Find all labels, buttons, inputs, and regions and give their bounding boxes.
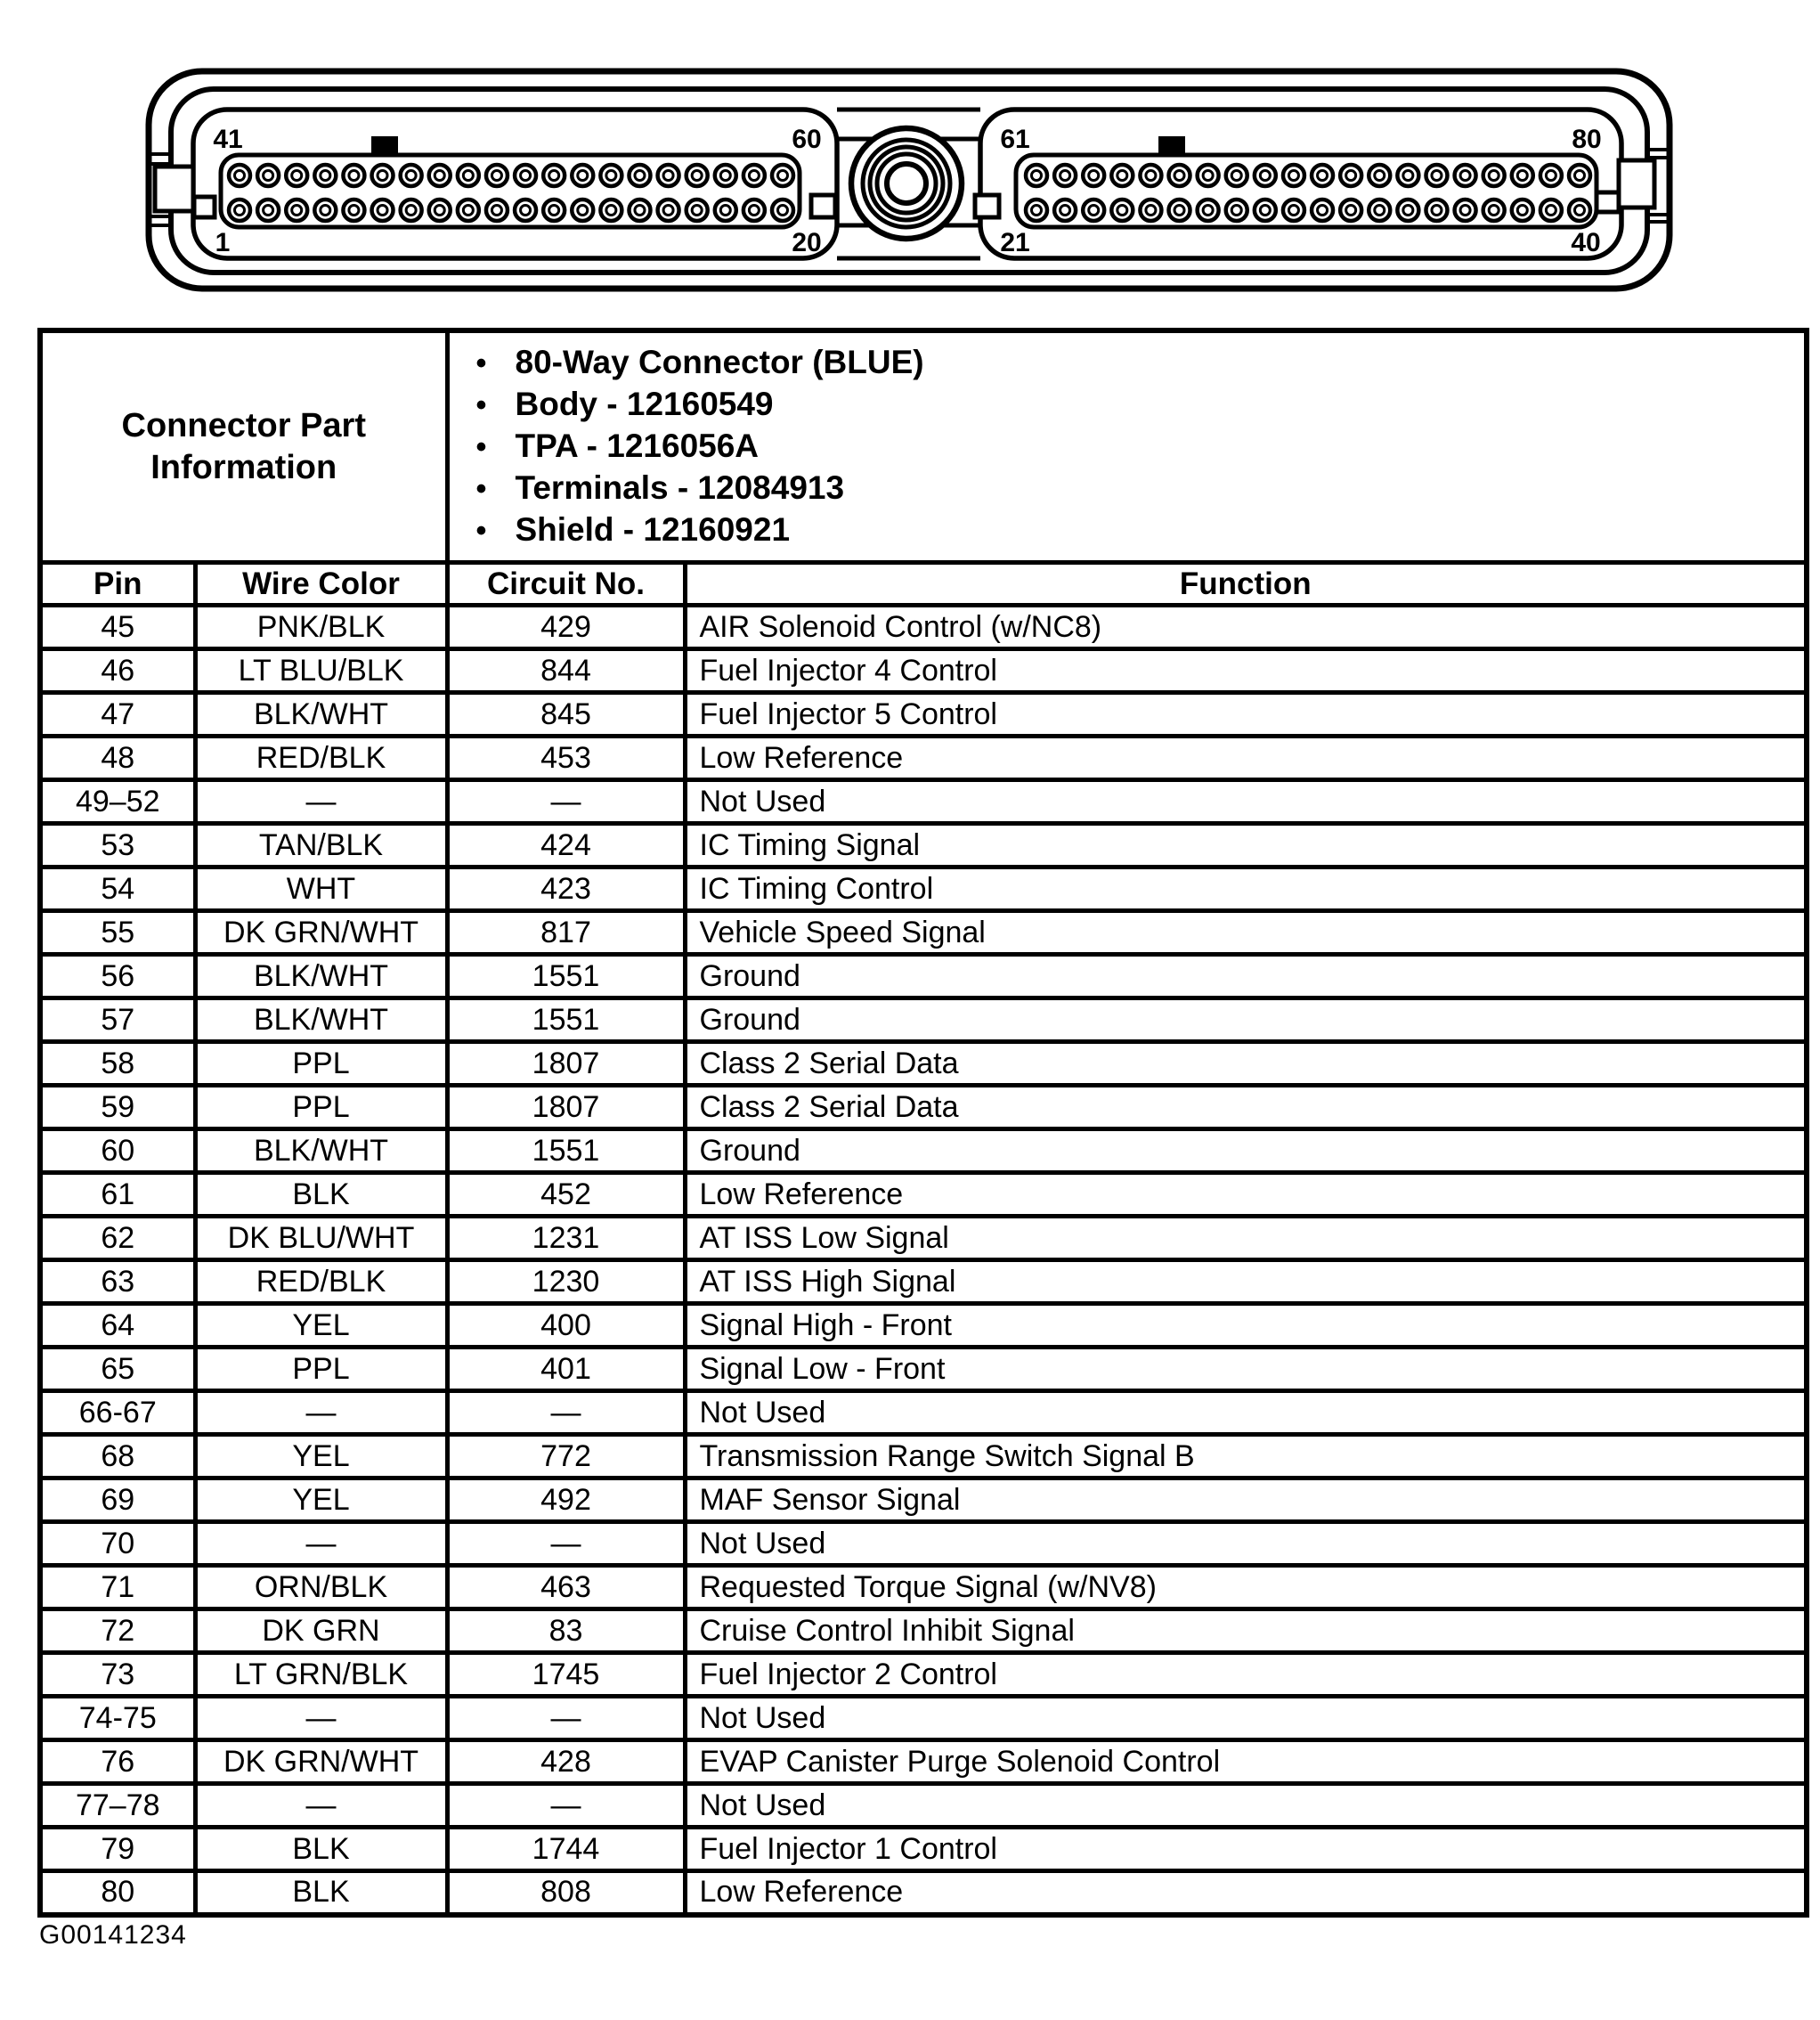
column-header-pin: Pin bbox=[40, 563, 195, 606]
function-cell: Ground bbox=[685, 1129, 1807, 1173]
pin-label-1: 1 bbox=[215, 228, 231, 257]
function-cell: Vehicle Speed Signal bbox=[685, 911, 1807, 955]
function-cell: Not Used bbox=[685, 780, 1807, 824]
pin-cell: 73 bbox=[40, 1653, 195, 1697]
left-pod-notch bbox=[194, 197, 215, 217]
pin-cell: 62 bbox=[40, 1217, 195, 1260]
right-key-tab-icon bbox=[1158, 136, 1185, 156]
table-row bbox=[40, 1217, 1807, 1260]
function-cell: Low Reference bbox=[685, 737, 1807, 780]
circuit-no-cell: — bbox=[447, 1391, 685, 1435]
pin-cell: 64 bbox=[40, 1304, 195, 1348]
table-row bbox=[40, 1086, 1807, 1129]
pin-cell: 74-75 bbox=[40, 1697, 195, 1740]
bullet-text: Shield - 12160921 bbox=[515, 511, 791, 548]
table-row bbox=[40, 1042, 1807, 1086]
wire-color-cell: — bbox=[195, 1522, 447, 1566]
pin-cell: 56 bbox=[40, 955, 195, 998]
pin-label-61: 61 bbox=[1000, 125, 1030, 154]
function-cell: Fuel Injector 2 Control bbox=[685, 1653, 1807, 1697]
wire-color-cell: — bbox=[195, 1697, 447, 1740]
pinout-body bbox=[40, 606, 1807, 1915]
pin-cell: 66-67 bbox=[40, 1391, 195, 1435]
function-cell: Ground bbox=[685, 955, 1807, 998]
pin-cell: 79 bbox=[40, 1828, 195, 1871]
circuit-no-cell: — bbox=[447, 1784, 685, 1828]
function-cell: IC Timing Control bbox=[685, 867, 1807, 911]
table-row bbox=[40, 1304, 1807, 1348]
figure-code: G00141234 bbox=[39, 1920, 187, 1950]
circuit-no-cell: 453 bbox=[447, 737, 685, 780]
circuit-no-cell: 808 bbox=[447, 1871, 685, 1915]
part-info-bullet bbox=[476, 384, 1796, 426]
wire-color-cell: — bbox=[195, 1391, 447, 1435]
circuit-no-cell: 424 bbox=[447, 824, 685, 867]
circuit-no-cell: 401 bbox=[447, 1348, 685, 1391]
function-cell: Low Reference bbox=[685, 1871, 1807, 1915]
circuit-no-cell: 400 bbox=[447, 1304, 685, 1348]
pin-cell: 68 bbox=[40, 1435, 195, 1478]
part-info-details-cell bbox=[447, 330, 1807, 563]
bullet-icon: • bbox=[475, 472, 487, 506]
pin-cell: 53 bbox=[40, 824, 195, 867]
function-cell: Not Used bbox=[685, 1522, 1807, 1566]
part-info-row bbox=[40, 330, 1807, 563]
wire-color-cell: DK GRN/WHT bbox=[195, 1740, 447, 1784]
circuit-no-cell: 492 bbox=[447, 1478, 685, 1522]
function-cell: Class 2 Serial Data bbox=[685, 1086, 1807, 1129]
pin-cell: 80 bbox=[40, 1871, 195, 1915]
column-header-function: Function bbox=[685, 563, 1807, 606]
pin-label-21: 21 bbox=[1000, 228, 1030, 257]
table-row bbox=[40, 737, 1807, 780]
function-cell: AT ISS High Signal bbox=[685, 1260, 1807, 1304]
table-row bbox=[40, 824, 1807, 867]
wire-color-cell: YEL bbox=[195, 1478, 447, 1522]
table-row bbox=[40, 955, 1807, 998]
bullet-text: 80-Way Connector (BLUE) bbox=[515, 344, 924, 380]
wire-color-cell: BLK bbox=[195, 1828, 447, 1871]
table-row bbox=[40, 1391, 1807, 1435]
column-header-wire: Wire Color bbox=[195, 563, 447, 606]
left-key-tab-icon bbox=[371, 136, 398, 156]
table-row bbox=[40, 1609, 1807, 1653]
table-row bbox=[40, 1871, 1807, 1915]
wire-color-cell: PPL bbox=[195, 1348, 447, 1391]
circuit-no-cell: 1231 bbox=[447, 1217, 685, 1260]
right-latch bbox=[1619, 160, 1654, 208]
wire-color-cell: LT BLU/BLK bbox=[195, 649, 447, 693]
function-cell: Transmission Range Switch Signal B bbox=[685, 1435, 1807, 1478]
function-cell: MAF Sensor Signal bbox=[685, 1478, 1807, 1522]
wire-color-cell: RED/BLK bbox=[195, 1260, 447, 1304]
pin-label-41: 41 bbox=[213, 125, 243, 154]
function-cell: Not Used bbox=[685, 1391, 1807, 1435]
part-info-label: Connector Part Information bbox=[121, 406, 366, 486]
wire-color-cell: BLK bbox=[195, 1871, 447, 1915]
circuit-no-cell: 1551 bbox=[447, 1129, 685, 1173]
pin-cell: 71 bbox=[40, 1566, 195, 1609]
part-info-bullet-list bbox=[476, 342, 1796, 551]
pin-cell: 70 bbox=[40, 1522, 195, 1566]
circuit-no-cell: 1551 bbox=[447, 998, 685, 1042]
bullet-icon: • bbox=[475, 346, 487, 380]
pin-label-80: 80 bbox=[1572, 125, 1602, 154]
wire-color-cell: PNK/BLK bbox=[195, 606, 447, 649]
circuit-no-cell: 1807 bbox=[447, 1086, 685, 1129]
bullet-text: TPA - 1216056A bbox=[515, 428, 760, 464]
pin-label-40: 40 bbox=[1571, 228, 1601, 257]
table-row bbox=[40, 780, 1807, 824]
left-latch bbox=[155, 167, 193, 211]
function-cell: IC Timing Signal bbox=[685, 824, 1807, 867]
bullet-icon: • bbox=[475, 514, 487, 548]
pin-cell: 77–78 bbox=[40, 1784, 195, 1828]
table-row bbox=[40, 1173, 1807, 1217]
connector-pinout-table bbox=[37, 328, 1809, 1918]
circuit-no-cell: — bbox=[447, 1522, 685, 1566]
table-row bbox=[40, 1740, 1807, 1784]
circuit-no-cell: 1807 bbox=[447, 1042, 685, 1086]
table-row bbox=[40, 1260, 1807, 1304]
table-row bbox=[40, 606, 1807, 649]
table-row bbox=[40, 911, 1807, 955]
pin-cell: 49–52 bbox=[40, 780, 195, 824]
table-row bbox=[40, 1828, 1807, 1871]
pin-cell: 45 bbox=[40, 606, 195, 649]
circuit-no-cell: — bbox=[447, 1697, 685, 1740]
wire-color-cell: BLK/WHT bbox=[195, 955, 447, 998]
wire-color-cell: YEL bbox=[195, 1304, 447, 1348]
bullet-text: Terminals - 12084913 bbox=[515, 469, 845, 506]
table-row bbox=[40, 867, 1807, 911]
wire-color-cell: DK GRN/WHT bbox=[195, 911, 447, 955]
column-header-circuit: Circuit No. bbox=[447, 563, 685, 606]
part-info-bullet bbox=[476, 468, 1796, 509]
wire-color-cell: — bbox=[195, 780, 447, 824]
wire-color-cell: DK GRN bbox=[195, 1609, 447, 1653]
wire-color-cell: RED/BLK bbox=[195, 737, 447, 780]
bullet-icon: • bbox=[475, 388, 487, 422]
table-row bbox=[40, 1566, 1807, 1609]
circuit-no-cell: — bbox=[447, 780, 685, 824]
wire-color-cell: BLK/WHT bbox=[195, 1129, 447, 1173]
wire-color-cell: YEL bbox=[195, 1435, 447, 1478]
pin-cell: 60 bbox=[40, 1129, 195, 1173]
function-cell: EVAP Canister Purge Solenoid Control bbox=[685, 1740, 1807, 1784]
function-cell: AT ISS Low Signal bbox=[685, 1217, 1807, 1260]
circuit-no-cell: 452 bbox=[447, 1173, 685, 1217]
part-info-bullet bbox=[476, 342, 1796, 384]
table-row bbox=[40, 1478, 1807, 1522]
wire-color-cell: LT GRN/BLK bbox=[195, 1653, 447, 1697]
function-cell: Fuel Injector 5 Control bbox=[685, 693, 1807, 737]
pin-cell: 59 bbox=[40, 1086, 195, 1129]
circuit-no-cell: 817 bbox=[447, 911, 685, 955]
table-row bbox=[40, 693, 1807, 737]
function-cell: Requested Torque Signal (w/NV8) bbox=[685, 1566, 1807, 1609]
table-row bbox=[40, 1348, 1807, 1391]
connector-diagram bbox=[0, 0, 1820, 321]
pin-cell: 72 bbox=[40, 1609, 195, 1653]
circuit-no-cell: 463 bbox=[447, 1566, 685, 1609]
part-info-label-cell bbox=[40, 330, 447, 563]
table-row bbox=[40, 1129, 1807, 1173]
circuit-no-cell: 1745 bbox=[447, 1653, 685, 1697]
part-info-bullet bbox=[476, 509, 1796, 551]
circuit-no-cell: 83 bbox=[447, 1609, 685, 1653]
right-center-notch bbox=[975, 195, 999, 217]
pin-label-20: 20 bbox=[792, 228, 822, 257]
pin-cell: 76 bbox=[40, 1740, 195, 1784]
pin-cell: 61 bbox=[40, 1173, 195, 1217]
pin-cell: 57 bbox=[40, 998, 195, 1042]
table-row bbox=[40, 1653, 1807, 1697]
pin-cell: 46 bbox=[40, 649, 195, 693]
pin-cell: 58 bbox=[40, 1042, 195, 1086]
function-cell: Signal High - Front bbox=[685, 1304, 1807, 1348]
function-cell: AIR Solenoid Control (w/NC8) bbox=[685, 606, 1807, 649]
right-pod-notch bbox=[1597, 192, 1620, 212]
wire-color-cell: BLK/WHT bbox=[195, 998, 447, 1042]
wire-color-cell: TAN/BLK bbox=[195, 824, 447, 867]
part-info-bullet bbox=[476, 426, 1796, 468]
wire-color-cell: PPL bbox=[195, 1042, 447, 1086]
wire-color-cell: — bbox=[195, 1784, 447, 1828]
function-cell: Cruise Control Inhibit Signal bbox=[685, 1609, 1807, 1653]
bullet-text: Body - 12160549 bbox=[515, 386, 774, 422]
wire-color-cell: DK BLU/WHT bbox=[195, 1217, 447, 1260]
circuit-no-cell: 844 bbox=[447, 649, 685, 693]
circuit-no-cell: 845 bbox=[447, 693, 685, 737]
wire-color-cell: PPL bbox=[195, 1086, 447, 1129]
circuit-no-cell: 1230 bbox=[447, 1260, 685, 1304]
table-row bbox=[40, 1522, 1807, 1566]
circuit-no-cell: 772 bbox=[447, 1435, 685, 1478]
function-cell: Signal Low - Front bbox=[685, 1348, 1807, 1391]
wire-color-cell: WHT bbox=[195, 867, 447, 911]
function-cell: Not Used bbox=[685, 1697, 1807, 1740]
function-cell: Fuel Injector 1 Control bbox=[685, 1828, 1807, 1871]
circuit-no-cell: 1744 bbox=[447, 1828, 685, 1871]
pin-cell: 63 bbox=[40, 1260, 195, 1304]
pin-label-60: 60 bbox=[792, 125, 822, 154]
bullet-icon: • bbox=[475, 430, 487, 464]
table-row bbox=[40, 649, 1807, 693]
left-center-notch bbox=[811, 195, 835, 217]
circuit-no-cell: 423 bbox=[447, 867, 685, 911]
wire-color-cell: BLK/WHT bbox=[195, 693, 447, 737]
pin-cell: 48 bbox=[40, 737, 195, 780]
function-cell: Not Used bbox=[685, 1784, 1807, 1828]
table-row bbox=[40, 1435, 1807, 1478]
table-header-row bbox=[40, 563, 1807, 606]
circuit-no-cell: 429 bbox=[447, 606, 685, 649]
table-row bbox=[40, 1784, 1807, 1828]
wire-color-cell: BLK bbox=[195, 1173, 447, 1217]
function-cell: Fuel Injector 4 Control bbox=[685, 649, 1807, 693]
mounting-bolt-icon bbox=[851, 128, 962, 239]
pin-cell: 54 bbox=[40, 867, 195, 911]
circuit-no-cell: 428 bbox=[447, 1740, 685, 1784]
function-cell: Ground bbox=[685, 998, 1807, 1042]
pin-cell: 69 bbox=[40, 1478, 195, 1522]
function-cell: Class 2 Serial Data bbox=[685, 1042, 1807, 1086]
table-row bbox=[40, 998, 1807, 1042]
table-row bbox=[40, 1697, 1807, 1740]
wire-color-cell: ORN/BLK bbox=[195, 1566, 447, 1609]
circuit-no-cell: 1551 bbox=[447, 955, 685, 998]
pin-cell: 55 bbox=[40, 911, 195, 955]
pin-cell: 47 bbox=[40, 693, 195, 737]
pin-cell: 65 bbox=[40, 1348, 195, 1391]
function-cell: Low Reference bbox=[685, 1173, 1807, 1217]
